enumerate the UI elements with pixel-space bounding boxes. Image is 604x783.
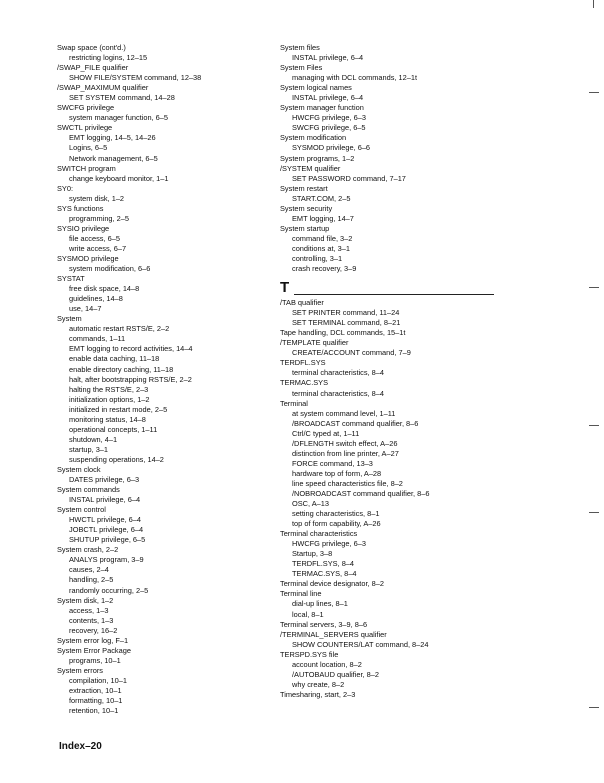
index-entry: Timesharing, start, 2–3 bbox=[280, 689, 356, 699]
index-subentry: INSTAL privilege, 6–4 bbox=[69, 495, 141, 505]
index-entry: SY0: bbox=[57, 183, 74, 193]
index-entry: SYS functions bbox=[57, 203, 104, 213]
index-subentry: crash recovery, 3–9 bbox=[292, 264, 357, 274]
index-entry: System programs, 1–2 bbox=[280, 153, 355, 163]
index-entry: System logical names bbox=[280, 83, 352, 93]
index-subentry: recovery, 16–2 bbox=[69, 625, 118, 635]
index-subentry: guidelines, 14–8 bbox=[69, 294, 123, 304]
margin-mark bbox=[589, 425, 599, 426]
index-entry: Terminal device designator, 8–2 bbox=[280, 579, 384, 589]
index-entry: /SWAP_FILE qualifier bbox=[57, 63, 129, 73]
index-subentry: SHOW FILE/SYSTEM command, 12–38 bbox=[69, 73, 202, 83]
index-entry: System Files bbox=[280, 63, 323, 73]
index-right-column bbox=[280, 43, 485, 700]
index-subentry: automatic restart RSTS/E, 2–2 bbox=[69, 324, 170, 334]
index-subentry: handling, 2–5 bbox=[69, 575, 114, 585]
index-subentry: managing with DCL commands, 12–1t bbox=[292, 73, 418, 83]
index-entry: /SYSTEM qualifier bbox=[280, 163, 341, 173]
index-entry: System restart bbox=[280, 183, 328, 193]
index-subentry: change keyboard monitor, 1–1 bbox=[69, 173, 169, 183]
index-subentry: monitoring status, 14–8 bbox=[69, 414, 146, 424]
index-entry: SYSTAT bbox=[57, 274, 85, 284]
index-entry: System commands bbox=[57, 485, 120, 495]
index-section-t bbox=[280, 298, 485, 700]
index-subentry: system modification, 6–6 bbox=[69, 264, 151, 274]
index-left-column bbox=[57, 43, 272, 716]
margin-mark bbox=[593, 0, 594, 8]
index-entry: System Error Package bbox=[57, 645, 131, 655]
index-subentry: enable data caching, 11–18 bbox=[69, 354, 160, 364]
index-entry: Terminal characteristics bbox=[280, 529, 358, 539]
index-subentry: conditions at, 3–1 bbox=[292, 243, 350, 253]
index-subentry: enable directory caching, 11–18 bbox=[69, 364, 174, 374]
index-subentry: retention, 10–1 bbox=[69, 706, 119, 716]
index-subentry: write access, 6–7 bbox=[69, 243, 127, 253]
index-subentry: EMT logging to record activities, 14–4 bbox=[69, 344, 193, 354]
index-entry: /TAB qualifier bbox=[280, 298, 324, 308]
index-subentry: why create, 8–2 bbox=[292, 679, 345, 689]
index-subentry: commands, 1–11 bbox=[69, 334, 126, 344]
index-section-s-continued bbox=[280, 43, 485, 274]
index-subentry: /NOBROADCAST command qualifier, 8–6 bbox=[292, 488, 430, 498]
index-subentry: Logins, 6–5 bbox=[69, 143, 108, 153]
index-subentry: dial-up lines, 8–1 bbox=[292, 599, 348, 609]
index-subentry: setting characteristics, 8–1 bbox=[292, 509, 380, 519]
index-subentry: /AUTOBAUD qualifier, 8–2 bbox=[292, 669, 379, 679]
section-letter-heading: T bbox=[280, 279, 290, 297]
index-entry: SWCTL privilege bbox=[57, 123, 113, 133]
index-entry: System modification bbox=[280, 133, 347, 143]
index-subentry: HWCTL privilege, 6–4 bbox=[69, 515, 142, 525]
index-entry: /TEMPLATE qualifier bbox=[280, 338, 349, 348]
margin-mark bbox=[589, 707, 599, 708]
index-entry: TERSPD.SYS file bbox=[280, 649, 339, 659]
index-subentry: account location, 8–2 bbox=[292, 659, 362, 669]
index-subentry: SWCFG privilege, 6–5 bbox=[292, 123, 366, 133]
index-entry: SYSMOD privilege bbox=[57, 253, 119, 263]
index-subentry: SET PRINTER command, 11–24 bbox=[292, 308, 400, 318]
page-footer: Index–20 bbox=[59, 741, 102, 752]
index-subentry: halt, after bootstrapping RSTS/E, 2–2 bbox=[69, 374, 192, 384]
index-subentry: startup, 3–1 bbox=[69, 444, 109, 454]
index-subentry: SET TERMINAL command, 8–21 bbox=[292, 318, 401, 328]
index-entry: System disk, 1–2 bbox=[57, 595, 114, 605]
index-entry: SWITCH program bbox=[57, 163, 116, 173]
index-entry: System clock bbox=[57, 464, 101, 474]
index-entry: /SWAP_MAXIMUM qualifier bbox=[57, 83, 149, 93]
index-subentry: Network management, 6–5 bbox=[69, 153, 158, 163]
index-entry: System crash, 2–2 bbox=[57, 545, 119, 555]
index-subentry: TERDFL.SYS, 8–4 bbox=[292, 559, 355, 569]
index-subentry: TERMAC.SYS, 8–4 bbox=[292, 569, 357, 579]
index-subentry: FORCE command, 13–3 bbox=[292, 458, 373, 468]
index-subentry: at system command level, 1–11 bbox=[292, 408, 396, 418]
index-subentry: line speed characteristics file, 8–2 bbox=[292, 478, 403, 488]
index-entry: System manager function bbox=[280, 103, 364, 113]
index-subentry: SET PASSWORD command, 7–17 bbox=[292, 173, 406, 183]
index-subentry: randomly occurring, 2–5 bbox=[69, 585, 149, 595]
index-subentry: hardware top of form, A–28 bbox=[292, 468, 382, 478]
index-subentry: top of form capability, A–26 bbox=[292, 519, 381, 529]
index-subentry: access, 1–3 bbox=[69, 605, 109, 615]
index-subentry: local, 8–1 bbox=[292, 609, 324, 619]
index-entry: Swap space (cont'd.) bbox=[57, 43, 126, 52]
index-subentry: terminal characteristics, 8–4 bbox=[292, 388, 385, 398]
index-subentry: SHUTUP privilege, 6–5 bbox=[69, 535, 146, 545]
index-subentry: Ctrl/C typed at, 1–11 bbox=[292, 428, 360, 438]
index-entry: System security bbox=[280, 203, 333, 213]
index-subentry: SYSMOD privilege, 6–6 bbox=[292, 143, 371, 153]
index-entry: SYSIO privilege bbox=[57, 223, 110, 233]
index-subentry: EMT logging, 14–7 bbox=[292, 213, 354, 223]
index-subentry: ANALYS program, 3–9 bbox=[69, 555, 144, 565]
section-divider-rule bbox=[294, 294, 494, 295]
index-entry: System files bbox=[280, 43, 320, 52]
index-subentry: contents, 1–3 bbox=[69, 615, 114, 625]
index-subentry: halting the RSTS/E, 2–3 bbox=[69, 384, 149, 394]
index-subentry: formatting, 10–1 bbox=[69, 696, 123, 706]
index-subentry: /BROADCAST command qualifier, 8–6 bbox=[292, 418, 419, 428]
index-subentry: CREATE/ACCOUNT command, 7–9 bbox=[292, 348, 411, 358]
index-subentry: command file, 3–2 bbox=[292, 233, 353, 243]
index-subentry: distinction from line printer, A–27 bbox=[292, 448, 399, 458]
index-entry: System startup bbox=[280, 223, 330, 233]
index-subentry: terminal characteristics, 8–4 bbox=[292, 368, 385, 378]
index-subentry: suspending operations, 14–2 bbox=[69, 454, 164, 464]
index-subentry: HWCFG privilege, 6–3 bbox=[292, 113, 366, 123]
index-entry: TERMAC.SYS bbox=[280, 378, 329, 388]
index-subentry: controlling, 3–1 bbox=[292, 253, 343, 263]
index-subentry: shutdown, 4–1 bbox=[69, 434, 118, 444]
index-entry: Terminal line bbox=[280, 589, 322, 599]
index-entry: Tape handling, DCL commands, 15–1t bbox=[280, 328, 406, 338]
index-entry: TERDFL.SYS bbox=[280, 358, 326, 368]
index-entry: System bbox=[57, 314, 82, 324]
index-entry: System errors bbox=[57, 665, 103, 675]
index-subentry: use, 14–7 bbox=[69, 304, 102, 314]
index-subentry: compilation, 10–1 bbox=[69, 675, 127, 685]
index-entry: /TERMINAL_SERVERS qualifier bbox=[280, 629, 387, 639]
index-subentry: system manager function, 6–5 bbox=[69, 113, 169, 123]
index-subentry: /DFLENGTH switch effect, A–26 bbox=[292, 438, 398, 448]
index-entry: Terminal bbox=[280, 398, 308, 408]
index-subentry: START.COM, 2–5 bbox=[292, 193, 351, 203]
index-subentry: restricting logins, 12–15 bbox=[69, 53, 148, 63]
index-subentry: causes, 2–4 bbox=[69, 565, 109, 575]
index-subentry: file access, 6–5 bbox=[69, 233, 120, 243]
index-subentry: system disk, 1–2 bbox=[69, 193, 125, 203]
index-entry: SWCFG privilege bbox=[57, 103, 115, 113]
index-subentry: JOBCTL privilege, 6–4 bbox=[69, 525, 144, 535]
index-entry: System error log, F–1 bbox=[57, 635, 129, 645]
index-subentry: free disk space, 14–8 bbox=[69, 284, 140, 294]
index-subentry: initialized in restart mode, 2–5 bbox=[69, 404, 168, 414]
index-subentry: Startup, 3–8 bbox=[292, 549, 333, 559]
index-subentry: initialization options, 1–2 bbox=[69, 394, 150, 404]
index-subentry: OSC, A–13 bbox=[292, 499, 329, 509]
margin-mark bbox=[589, 92, 599, 93]
index-subentry: INSTAL privilege, 6–4 bbox=[292, 53, 364, 63]
index-subentry: operational concepts, 1–11 bbox=[69, 424, 158, 434]
index-entry: Terminal servers, 3–9, 8–6 bbox=[280, 619, 368, 629]
index-subentry: HWCFG privilege, 6–3 bbox=[292, 539, 366, 549]
index-entry: System control bbox=[57, 505, 106, 515]
margin-mark bbox=[589, 287, 599, 288]
index-subentry: programming, 2–5 bbox=[69, 213, 129, 223]
margin-mark bbox=[589, 512, 599, 513]
index-subentry: SET SYSTEM command, 14–28 bbox=[69, 93, 175, 103]
index-subentry: programs, 10–1 bbox=[69, 655, 121, 665]
index-subentry: EMT logging, 14–5, 14–26 bbox=[69, 133, 156, 143]
index-subentry: SHOW COUNTERS/LAT command, 8–24 bbox=[292, 639, 429, 649]
index-subentry: DATES privilege, 6–3 bbox=[69, 475, 140, 485]
index-subentry: INSTAL privilege, 6–4 bbox=[292, 93, 364, 103]
index-subentry: extraction, 10–1 bbox=[69, 686, 122, 695]
